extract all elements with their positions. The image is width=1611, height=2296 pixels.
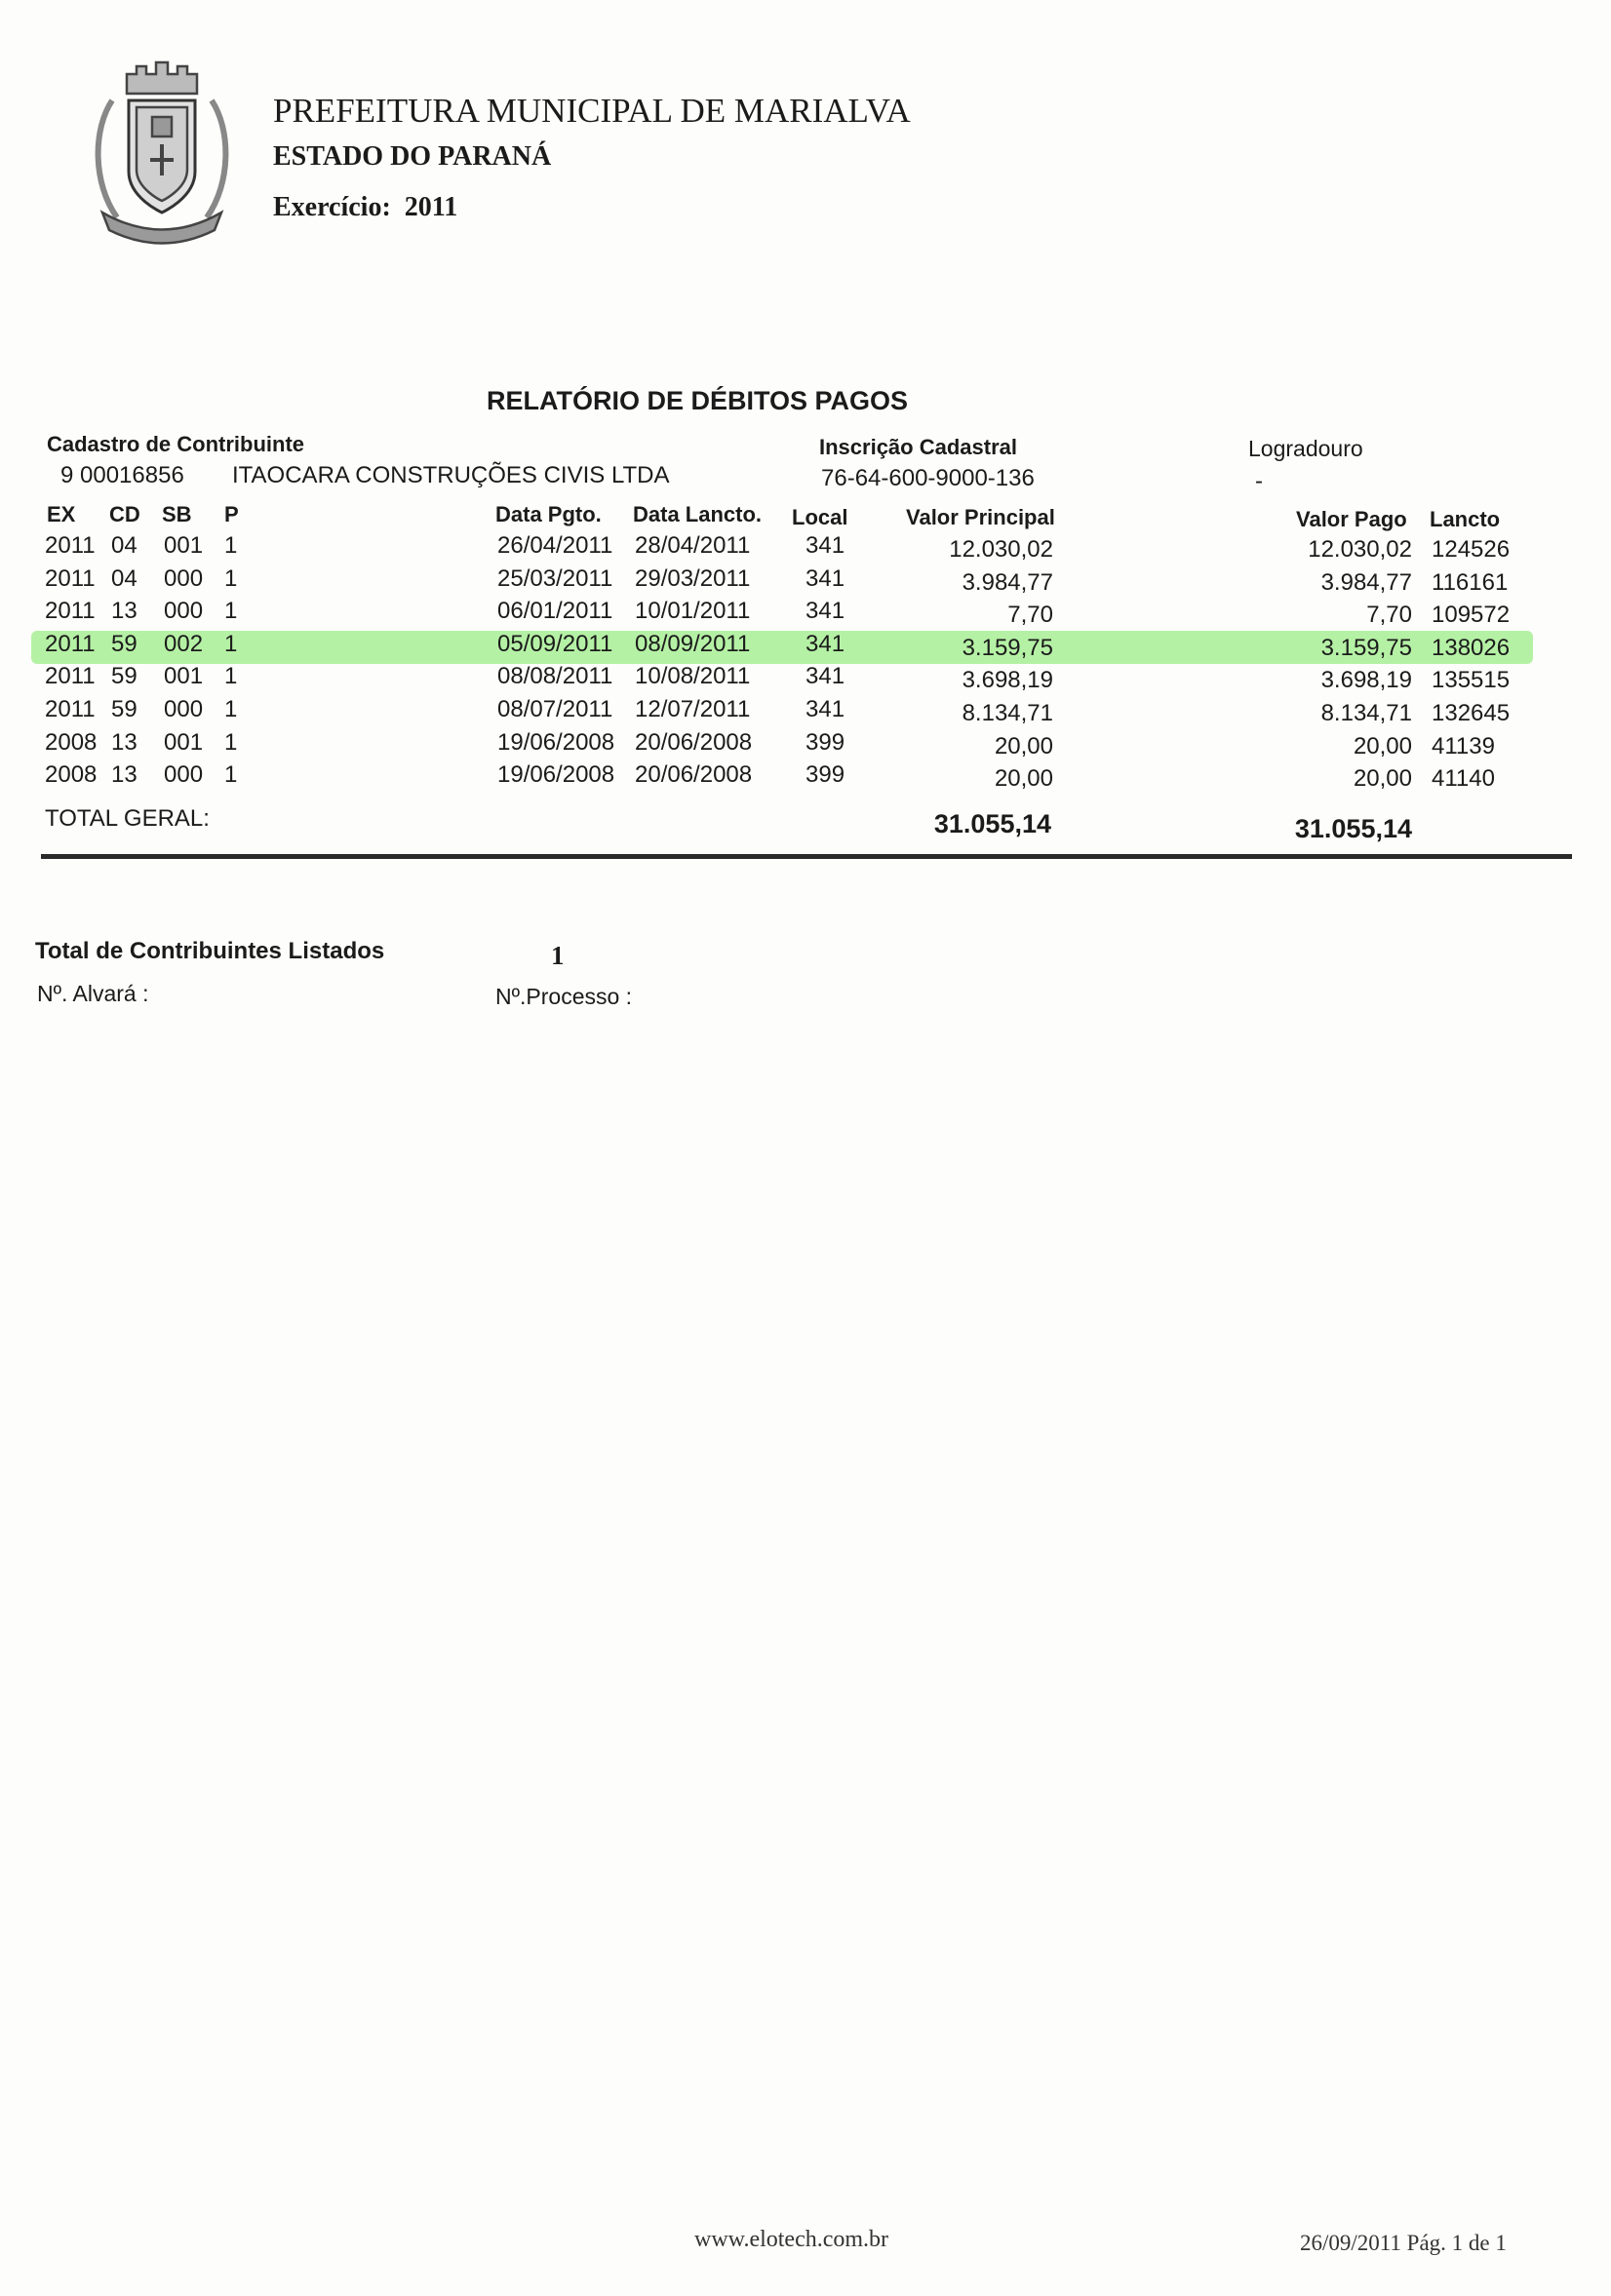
table-cell-p: 1 bbox=[224, 564, 238, 592]
table-cell-local: 341 bbox=[806, 564, 845, 592]
table-cell-sb: 001 bbox=[164, 532, 204, 559]
table-cell-valor-principal: 8.134,71 bbox=[962, 700, 1053, 726]
table-cell-ex: 2011 bbox=[45, 598, 96, 625]
table-cell-lancto: 41139 bbox=[1432, 732, 1495, 759]
table-cell-data-pgto: 05/09/2011 bbox=[497, 630, 613, 657]
table-cell-lancto: 41140 bbox=[1432, 765, 1495, 793]
table-cell-data-lancto: 10/01/2011 bbox=[635, 598, 751, 625]
table-cell-p: 1 bbox=[224, 663, 238, 690]
table-cell-data-pgto: 19/06/2008 bbox=[497, 761, 615, 789]
state-name: ESTADO DO PARANÁ bbox=[273, 141, 552, 172]
alvara-label: Nº. Alvará : bbox=[37, 981, 149, 1006]
table-cell-local: 341 bbox=[806, 630, 845, 657]
table-cell-ex: 2008 bbox=[45, 761, 98, 789]
table-cell-data-lancto: 12/07/2011 bbox=[635, 696, 751, 722]
table-cell-sb: 000 bbox=[164, 564, 204, 592]
table-cell-data-lancto: 28/04/2011 bbox=[635, 532, 751, 559]
table-cell-lancto: 124526 bbox=[1432, 536, 1511, 563]
table-cell-sb: 001 bbox=[164, 728, 204, 756]
table-cell-valor-principal: 20,00 bbox=[994, 732, 1053, 759]
table-cell-cd: 04 bbox=[111, 564, 138, 592]
table-cell-lancto: 132645 bbox=[1432, 700, 1511, 726]
table-cell-sb: 000 bbox=[164, 598, 204, 625]
table-cell-lancto: 135515 bbox=[1432, 667, 1511, 694]
table-cell-local: 341 bbox=[806, 663, 845, 690]
table-cell-ex: 2011 bbox=[45, 663, 96, 690]
table-cell-data-pgto: 26/04/2011 bbox=[497, 532, 613, 559]
municipality-title: PREFEITURA MUNICIPAL DE MARIALVA bbox=[273, 92, 911, 130]
logradouro-value: - bbox=[1255, 468, 1263, 494]
table-cell-data-lancto: 20/06/2008 bbox=[635, 761, 753, 789]
table-cell-p: 1 bbox=[224, 761, 238, 789]
total-valor-pago: 31.055,14 bbox=[1294, 814, 1412, 843]
table-cell-p: 1 bbox=[224, 728, 238, 756]
table-cell-valor-principal: 7,70 bbox=[1007, 602, 1053, 629]
exercise-label: Exercício: bbox=[273, 192, 391, 222]
table-cell-local: 399 bbox=[806, 761, 845, 789]
col-header-local: Local bbox=[792, 505, 848, 529]
table-cell-cd: 13 bbox=[111, 598, 138, 625]
col-header-cd: CD bbox=[109, 502, 140, 526]
table-cell-cd: 59 bbox=[111, 663, 138, 690]
table-cell-sb: 000 bbox=[164, 696, 204, 722]
col-header-sb: SB bbox=[162, 502, 192, 526]
table-cell-p: 1 bbox=[224, 696, 238, 722]
table-cell-valor-principal: 12.030,02 bbox=[949, 536, 1053, 563]
col-header-p: P bbox=[224, 502, 239, 526]
table-cell-ex: 2011 bbox=[45, 696, 96, 722]
table-cell-sb: 001 bbox=[164, 663, 204, 690]
table-cell-lancto: 116161 bbox=[1432, 568, 1509, 596]
table-cell-data-lancto: 10/08/2011 bbox=[635, 663, 751, 690]
table-cell-local: 399 bbox=[806, 728, 845, 756]
table-cell-ex: 2011 bbox=[45, 630, 96, 657]
table-cell-valor-principal: 3.984,77 bbox=[962, 568, 1053, 596]
table-cell-data-lancto: 20/06/2008 bbox=[635, 728, 753, 756]
col-header-ex: EX bbox=[47, 502, 76, 526]
table-cell-data-pgto: 08/07/2011 bbox=[497, 696, 613, 722]
processo-label: Nº.Processo : bbox=[495, 984, 633, 1009]
table-cell-cd: 13 bbox=[111, 761, 138, 789]
table-cell-sb: 002 bbox=[164, 630, 204, 657]
inscricao-value: 76-64-600-9000-136 bbox=[821, 465, 1035, 491]
cadastro-label: Cadastro de Contribuinte bbox=[47, 432, 305, 456]
table-cell-local: 341 bbox=[806, 696, 845, 722]
table-cell-local: 341 bbox=[806, 532, 845, 559]
exercise-year bbox=[273, 192, 471, 223]
table-cell-data-pgto: 06/01/2011 bbox=[497, 598, 613, 625]
table-cell-local: 341 bbox=[806, 598, 845, 625]
col-header-data-lancto: Data Lancto. bbox=[633, 502, 763, 526]
totals-divider bbox=[41, 854, 1572, 859]
taxpayer-name: ITAOCARA CONSTRUÇÕES CIVIS LTDA bbox=[232, 462, 670, 488]
table-cell-p: 1 bbox=[224, 532, 238, 559]
table-cell-p: 1 bbox=[224, 598, 238, 625]
table-cell-valor-pago: 20,00 bbox=[1353, 765, 1412, 793]
col-header-data-pgto: Data Pgto. bbox=[495, 502, 602, 526]
table-cell-valor-pago: 7,70 bbox=[1366, 602, 1412, 629]
table-cell-data-lancto: 29/03/2011 bbox=[635, 564, 751, 592]
table-cell-ex: 2008 bbox=[45, 728, 98, 756]
table-cell-cd: 59 bbox=[111, 696, 138, 722]
table-cell-lancto: 109572 bbox=[1432, 602, 1511, 629]
logradouro-label: Logradouro bbox=[1248, 436, 1363, 461]
table-cell-valor-pago: 20,00 bbox=[1353, 732, 1412, 759]
table-cell-cd: 04 bbox=[111, 532, 138, 559]
report-title: RELATÓRIO DE DÉBITOS PAGOS bbox=[487, 386, 909, 415]
table-cell-valor-pago: 12.030,02 bbox=[1308, 536, 1412, 563]
inscricao-label: Inscrição Cadastral bbox=[819, 435, 1017, 459]
table-cell-valor-pago: 3.698,19 bbox=[1320, 667, 1412, 694]
table-cell-valor-pago: 3.984,77 bbox=[1320, 568, 1412, 596]
col-header-valor-principal: Valor Principal bbox=[906, 505, 1055, 529]
table-cell-cd: 59 bbox=[111, 630, 138, 657]
cadastro-number: 9 00016856 bbox=[60, 462, 184, 488]
exercise-value: 2011 bbox=[404, 192, 458, 222]
total-geral-label: TOTAL GERAL: bbox=[45, 805, 210, 832]
table-cell-data-pgto: 25/03/2011 bbox=[497, 564, 613, 592]
table-cell-valor-pago: 8.134,71 bbox=[1320, 700, 1412, 726]
footer-date-page: 26/09/2011 Pág. 1 de 1 bbox=[1300, 2231, 1507, 2255]
table-cell-valor-principal: 3.159,75 bbox=[962, 634, 1053, 661]
contribuintes-value: 1 bbox=[551, 941, 565, 970]
table-cell-valor-principal: 20,00 bbox=[994, 765, 1053, 793]
table-cell-ex: 2011 bbox=[45, 532, 96, 559]
footer-url: www.elotech.com.br bbox=[694, 2227, 889, 2252]
table-cell-lancto: 138026 bbox=[1432, 634, 1511, 661]
table-cell-ex: 2011 bbox=[45, 564, 96, 592]
table-cell-data-lancto: 08/09/2011 bbox=[635, 630, 751, 657]
table-cell-sb: 000 bbox=[164, 761, 204, 789]
col-header-lancto: Lancto bbox=[1430, 507, 1501, 531]
contribuintes-label: Total de Contribuintes Listados bbox=[35, 938, 385, 964]
col-header-valor-pago: Valor Pago bbox=[1296, 507, 1407, 531]
table-cell-data-pgto: 19/06/2008 bbox=[497, 728, 615, 756]
table-cell-cd: 13 bbox=[111, 728, 138, 756]
table-cell-valor-principal: 3.698,19 bbox=[962, 667, 1053, 694]
table-cell-valor-pago: 3.159,75 bbox=[1320, 634, 1412, 661]
table-cell-p: 1 bbox=[224, 630, 238, 657]
municipal-coat-of-arms bbox=[78, 57, 244, 252]
table-cell-data-pgto: 08/08/2011 bbox=[497, 663, 613, 690]
total-valor-principal: 31.055,14 bbox=[933, 809, 1051, 838]
